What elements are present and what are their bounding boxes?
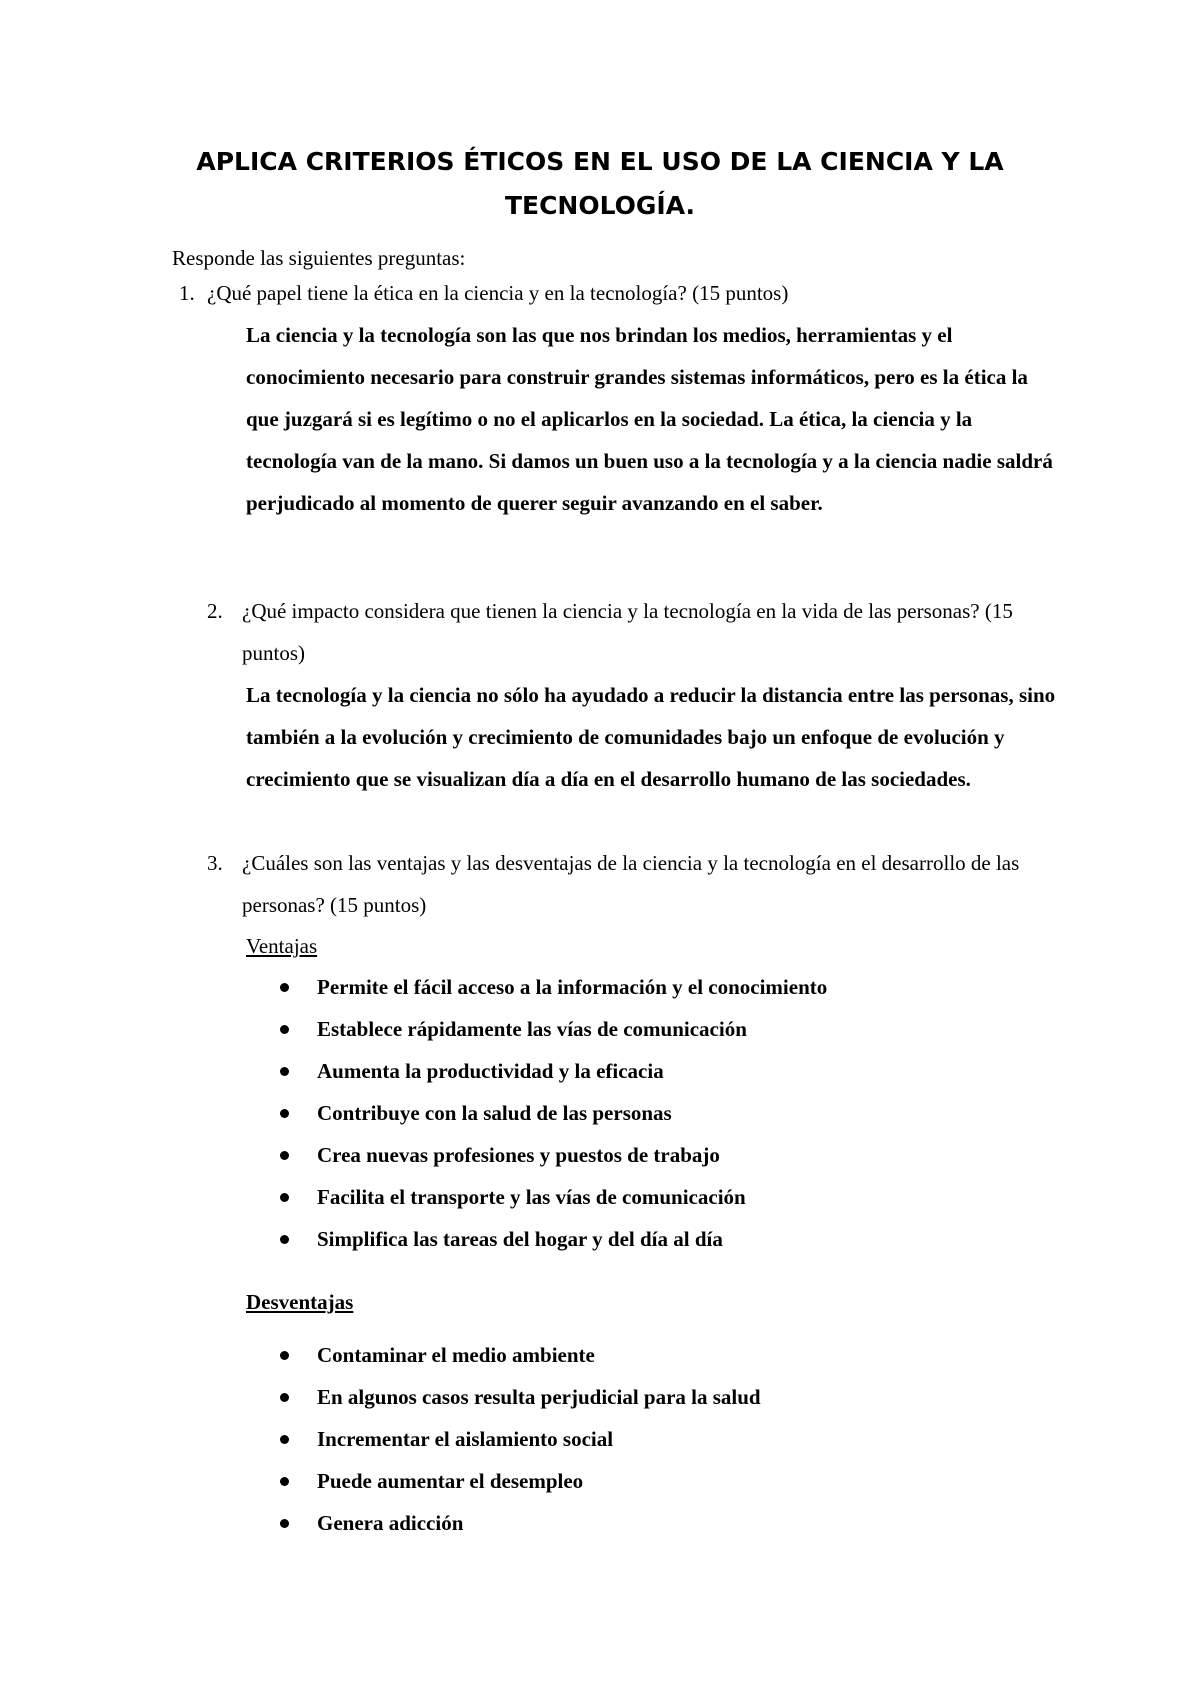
list-item-text: En algunos casos resulta perjudicial para la salud <box>317 1385 761 1409</box>
bullet-icon <box>280 1477 289 1486</box>
list-item-text: Facilita el transporte y las vías de comunicación <box>317 1185 746 1209</box>
list-item <box>246 1334 761 1376</box>
list-item <box>246 1218 827 1260</box>
bullet-icon <box>280 1025 289 1034</box>
list-item-text: Crea nuevas profesiones y puestos de trabajo <box>317 1143 720 1167</box>
answer-1: La ciencia y la tecnología son las que nos brindan los medios, herramientas y el conocimiento necesario para construir grandes sistemas informáticos, pero es la ética la que juzgará si es legítimo o no el aplicarlos en la sociedad. La ética, la ciencia y la tecnología van de la mano. Si damos un buen uso a la tecnología y a la ciencia nadie saldrá perjudicado al momento de querer seguir avanzando en el saber. <box>246 323 1053 515</box>
question-text: ¿Cuáles son las ventajas y las desventajas de la ciencia y la tecnología en el desarrollo de las personas? (15 puntos) <box>242 851 1020 917</box>
bullet-icon <box>280 1393 289 1402</box>
list-item-text: Incrementar el aislamiento social <box>317 1427 614 1451</box>
list-item <box>246 1008 827 1050</box>
intro-text: Responde las siguientes preguntas: <box>172 246 466 270</box>
question-2 <box>207 590 1062 674</box>
list-item <box>246 1502 761 1544</box>
list-item <box>246 1376 761 1418</box>
list-item-text: Puede aumentar el desempleo <box>317 1469 584 1493</box>
list-item-text: Permite el fácil acceso a la información y el conocimiento <box>317 975 828 999</box>
bullet-icon <box>280 1109 289 1118</box>
bullet-icon <box>280 1435 289 1444</box>
answer-2: La tecnología y la ciencia no sólo ha ayudado a reducir la distancia entre las personas, sino también a la evolución y crecimiento de comunidades bajo un enfoque de evolución y crecimiento que se visualizan día a día en el desarrollo humano de las sociedades. <box>246 683 1056 791</box>
ventajas-heading: Ventajas <box>246 934 318 958</box>
bullet-icon <box>280 1235 289 1244</box>
list-item <box>246 1050 827 1092</box>
list-item-text: Contribuye con la salud de las personas <box>317 1101 672 1125</box>
bullet-icon <box>280 1067 289 1076</box>
bullet-icon <box>280 1351 289 1360</box>
question-1 <box>179 272 1047 314</box>
list-item <box>246 966 827 1008</box>
list-item-text: Genera adicción <box>317 1511 464 1535</box>
document-title <box>150 140 1050 228</box>
bullet-icon <box>280 1151 289 1160</box>
title-line-2: TECNOLOGÍA. <box>504 191 696 220</box>
question-text: ¿Qué impacto considera que tienen la ciencia y la tecnología en la vida de las personas? (15 puntos) <box>242 599 1013 665</box>
ventajas-list <box>246 966 827 1260</box>
title-line-1: APLICA CRITERIOS ÉTICOS EN EL USO DE LA CIENCIA Y LA <box>196 147 1004 176</box>
question-text: ¿Qué papel tiene la ética en la ciencia y en la tecnología? (15 puntos) <box>207 281 789 305</box>
desventajas-heading: Desventajas <box>246 1290 354 1314</box>
question-number: 1. <box>179 281 195 305</box>
list-item-text: Establece rápidamente las vías de comunicación <box>317 1017 747 1041</box>
list-item-text: Contaminar el medio ambiente <box>317 1343 595 1367</box>
list-item <box>246 1134 827 1176</box>
bullet-icon <box>280 1193 289 1202</box>
list-item-text: Aumenta la productividad y la eficacia <box>317 1059 664 1083</box>
question-3 <box>207 842 1062 926</box>
list-item <box>246 1418 761 1460</box>
desventajas-list <box>246 1334 761 1544</box>
list-item <box>246 1460 761 1502</box>
list-item-text: Simplifica las tareas del hogar y del día al día <box>317 1227 723 1251</box>
bullet-icon <box>280 1519 289 1528</box>
question-number: 2. <box>207 599 223 623</box>
list-item <box>246 1092 827 1134</box>
bullet-icon <box>280 983 289 992</box>
list-item <box>246 1176 827 1218</box>
question-number: 3. <box>207 851 223 875</box>
